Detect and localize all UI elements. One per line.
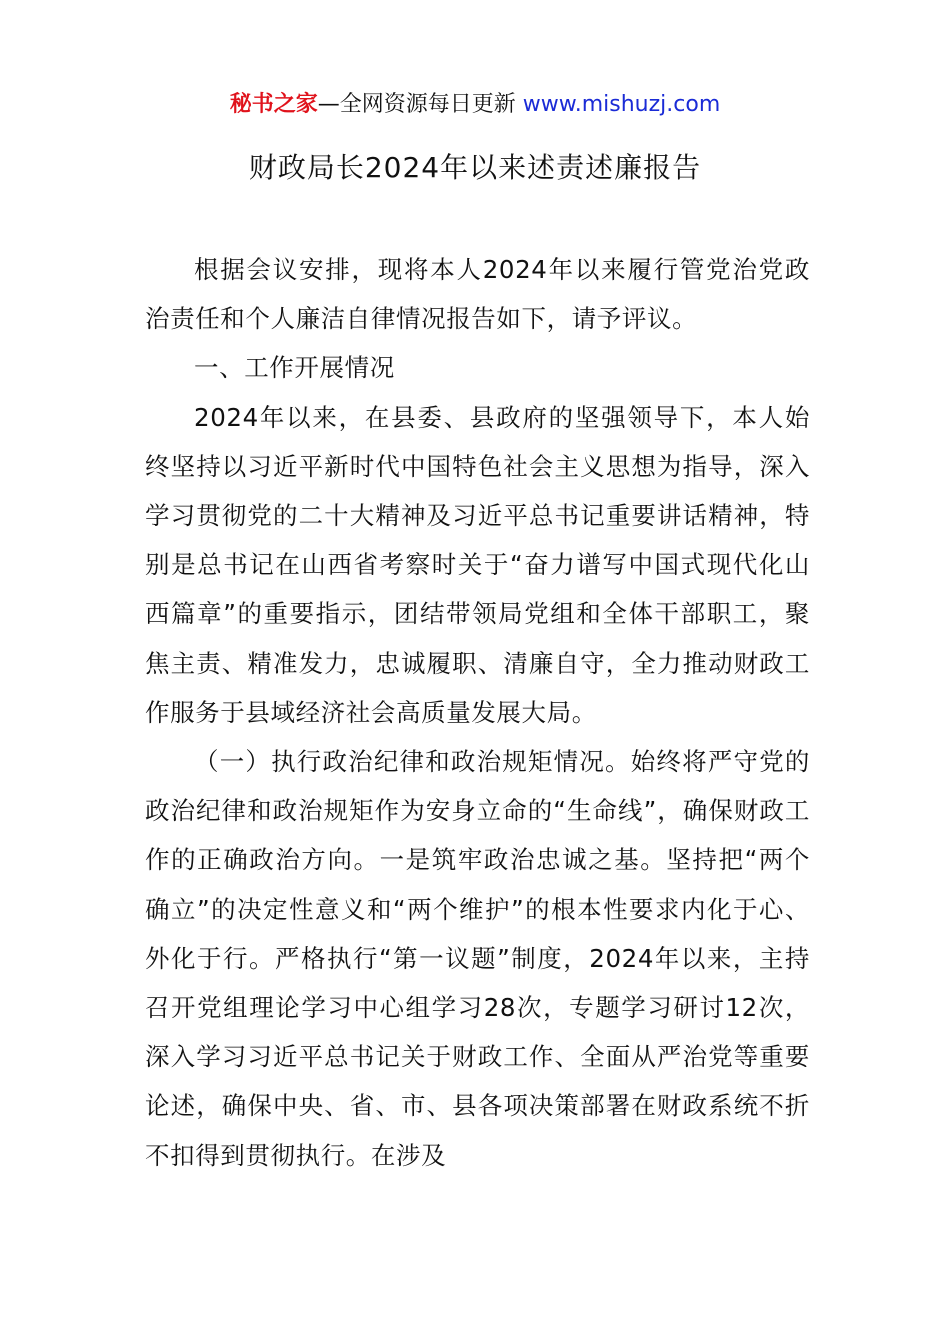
- paragraph-overview: 2024年以来，在县委、县政府的坚强领导下，本人始终坚持以习近平新时代中国特色社会主义思想为指导，深入学习贯彻党的二十大精神及习近平总书记重要讲话精神，特别是总书记在山西省考察时关于“奋力谱写中国式现代化山西篇章”的重要指示，团结带领局党组和全体干部职工，聚焦主责、精准发力，忠诚履职、清廉自守，全力推动财政工作服务于县域经济社会高质量发展大局。: [145, 402, 810, 727]
- document-title: 财政局长2024年以来述责述廉报告: [248, 151, 702, 184]
- section-heading: 一、工作开展情况: [194, 353, 395, 383]
- site-header: [0, 86, 950, 124]
- paragraph-intro: 根据会议安排，现将本人2024年以来履行管党治党政治责任和个人廉洁自律情况报告如下，请予评议。: [145, 255, 810, 334]
- site-brand: 秘书之家: [229, 92, 318, 117]
- document-body: [145, 245, 810, 1180]
- site-url-link[interactable]: www.mishuzj.com: [522, 92, 721, 117]
- paragraph-political-discipline: （一）执行政治纪律和政治规矩情况。始终将严守党的政治纪律和政治规矩作为安身立命的“生命线”，确保财政工作的正确政治方向。一是筑牢政治忠诚之基。坚持把“两个确立”的决定性意义和“两个维护”的根本性要求内化于心、外化于行。严格执行“第一议题”制度，2024年以来，主持召开党组理论学习中心组学习28次，专题学习研讨12次，深入学习习近平总书记关于财政工作、全面从严治党等重要论述，确保中央、省、市、县各项决策部署在财政系统不折不扣得到贯彻执行。在涉及: [145, 747, 810, 1170]
- site-slogan: —全网资源每日更新: [317, 92, 523, 117]
